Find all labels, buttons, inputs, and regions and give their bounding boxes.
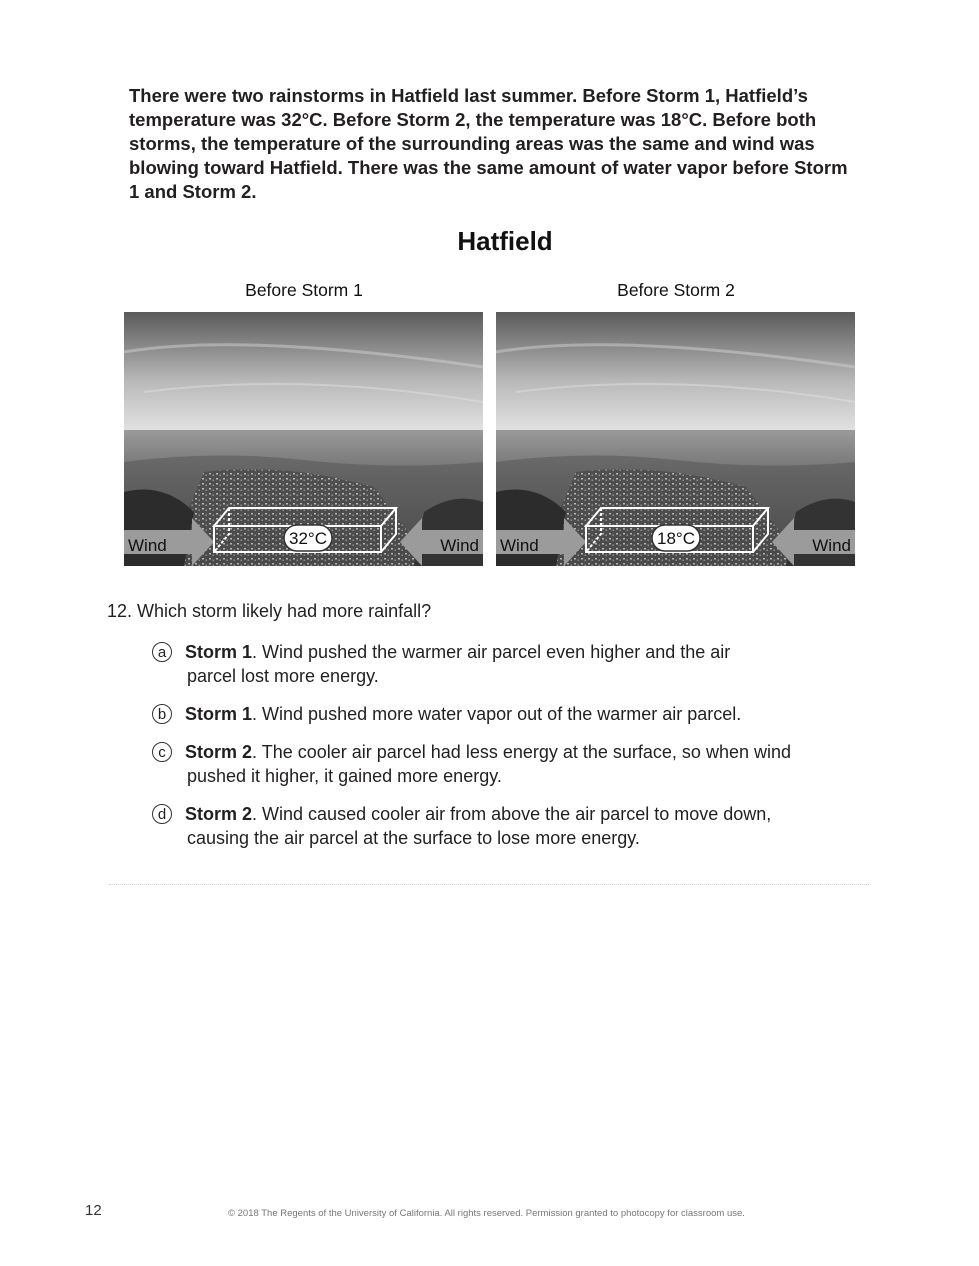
copyright-notice: © 2018 The Regents of the University of California. All rights reserved. Permission granted to photocopy for classroom use. [228, 1208, 745, 1219]
option-d-line1: . Wind caused cooler air from above the air parcel to move down, [252, 804, 772, 824]
answer-option-a[interactable] [152, 640, 852, 688]
answer-option-c[interactable] [152, 740, 852, 788]
storm-1-temperature: 32°C [289, 529, 327, 548]
storm-1-wind-right: Wind [440, 536, 479, 555]
option-a-line2: parcel lost more energy. [187, 666, 379, 686]
answer-option-b[interactable] [152, 702, 852, 726]
storm-2-landscape-photo [496, 312, 855, 566]
option-a-bold: Storm 1 [185, 642, 253, 662]
panel-label-storm-2: Before Storm 2 [617, 280, 735, 300]
option-c-line1: . The cooler air parcel had less energy at the surface, so when wind [252, 742, 791, 762]
panel-label-storm-1: Before Storm 1 [245, 280, 363, 300]
option-b-bubble[interactable]: b [152, 704, 172, 724]
figure-title: Hatfield [457, 226, 553, 256]
option-d-bold: Storm 2 [185, 804, 253, 824]
option-d-line2: causing the air parcel at the surface to lose more energy. [187, 828, 640, 848]
option-b-line1: . Wind pushed more water vapor out of the warmer air parcel. [252, 704, 742, 724]
storm-2-wind-left: Wind [500, 536, 539, 555]
option-a-line1: . Wind pushed the warmer air parcel even higher and the air [252, 642, 731, 662]
option-c-bold: Storm 2 [185, 742, 253, 762]
option-d-bubble[interactable]: d [152, 804, 172, 824]
option-a-bubble[interactable]: a [152, 642, 172, 662]
storm-1-wind-left: Wind [128, 536, 167, 555]
page-number: 12 [85, 1202, 102, 1219]
option-c-line2: pushed it higher, it gained more energy. [187, 766, 502, 786]
storm-2-temperature: 18°C [657, 529, 695, 548]
intro-paragraph: There were two rainstorms in Hatfield last summer. Before Storm 1, Hatfield’s temperature was 32°C. Before Storm 2, the temperature was 18°C. Before both storms, the temperature of the surrounding areas was the same and wind was blowing toward Hatfield. There was the same amount of water vapor before Storm 1 and Storm 2. [129, 85, 848, 202]
storm-2-wind-right: Wind [812, 536, 851, 555]
option-b-bold: Storm 1 [185, 704, 253, 724]
divider [109, 884, 869, 885]
option-c-bubble[interactable]: c [152, 742, 172, 762]
storm-1-landscape-photo [124, 312, 483, 566]
answer-option-d[interactable] [152, 802, 852, 850]
question-12: 12. Which storm likely had more rainfall? [107, 601, 432, 621]
